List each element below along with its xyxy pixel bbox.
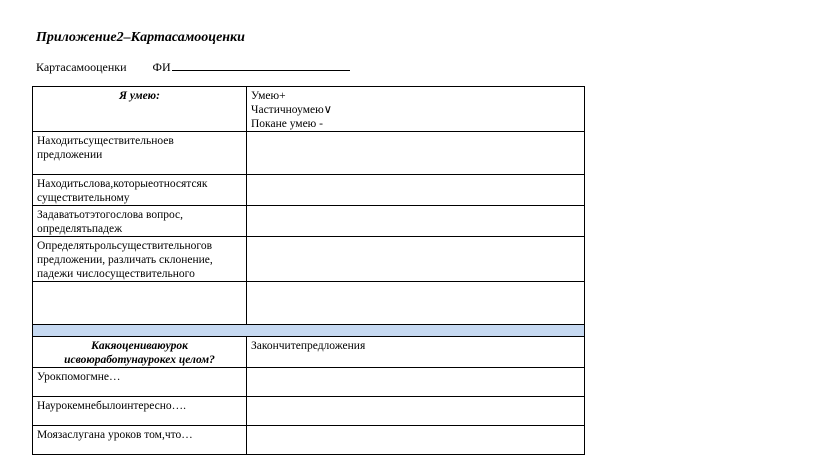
table-row xyxy=(33,426,585,455)
table-row xyxy=(33,237,585,282)
skill-text: существительному xyxy=(37,192,130,204)
mark-cell[interactable] xyxy=(247,175,585,206)
skill-text: определятьпадеж xyxy=(37,223,123,235)
statement-text: Наурокемнебылоинтересно…. xyxy=(37,400,187,412)
skill-text: Определятьрольсуществительногов xyxy=(37,240,213,252)
skill-text: предложении, различать склонение, xyxy=(37,254,213,266)
finish-sentences-label: Закончитепредложения xyxy=(251,340,366,352)
empty-skill-cell[interactable] xyxy=(33,282,247,325)
table-row xyxy=(33,397,585,426)
statement-cell xyxy=(33,397,247,426)
table-row xyxy=(33,175,585,206)
statement-cell xyxy=(33,368,247,397)
lesson-question-text: исвоюработунаурокех целом? xyxy=(64,354,215,366)
skill-text: предложении xyxy=(37,149,103,161)
mark-cell[interactable] xyxy=(247,132,585,175)
skill-text: Находитьсуществительноев xyxy=(37,135,174,147)
table-row xyxy=(33,132,585,175)
mark-cell[interactable] xyxy=(247,282,585,325)
skill-text: Задаватьотэтогослова вопрос, xyxy=(37,209,183,221)
skill-cell xyxy=(33,237,247,282)
self-assessment-table xyxy=(32,86,585,455)
table-header-row xyxy=(33,87,585,132)
section-divider-row xyxy=(33,325,585,337)
table-row xyxy=(33,206,585,237)
fi-label: ФИ xyxy=(152,60,171,74)
statement-text: Моязаслугана уроков том,что… xyxy=(37,429,193,441)
mark-cell[interactable] xyxy=(247,206,585,237)
mark-cell[interactable] xyxy=(247,237,585,282)
section-divider xyxy=(33,325,585,337)
lesson-header-row xyxy=(33,337,585,368)
statement-cell xyxy=(33,426,247,455)
subtitle-line xyxy=(36,60,350,75)
table-row-empty xyxy=(33,282,585,325)
answer-cell[interactable] xyxy=(247,426,585,455)
skill-cell xyxy=(33,175,247,206)
header-legend-cell xyxy=(247,87,585,132)
answer-cell[interactable] xyxy=(247,397,585,426)
lesson-question-text: Какяоцениваюурок xyxy=(91,340,188,352)
legend-partial: Частичноумею∨ xyxy=(251,104,333,116)
header-skills-cell xyxy=(33,87,247,132)
table-row xyxy=(33,368,585,397)
header-skills-label: Я умею: xyxy=(119,90,160,102)
legend-can: Умею+ xyxy=(251,90,286,102)
answer-cell[interactable] xyxy=(247,368,585,397)
fi-underline[interactable] xyxy=(172,60,350,71)
subtitle-label: Картасамооценки xyxy=(36,60,127,74)
document-title: Приложение2–Картасамооценки xyxy=(36,30,245,45)
finish-sentences-cell xyxy=(247,337,585,368)
skill-cell xyxy=(33,132,247,175)
lesson-question-cell xyxy=(33,337,247,368)
legend-cannot: Покане умею - xyxy=(251,118,323,130)
statement-text: Урокпомогмне… xyxy=(37,371,121,383)
skill-text: падежи числосуществительного xyxy=(37,268,195,280)
skill-cell xyxy=(33,206,247,237)
skill-text: Находитьслова,которыеотносятсяк xyxy=(37,178,208,190)
